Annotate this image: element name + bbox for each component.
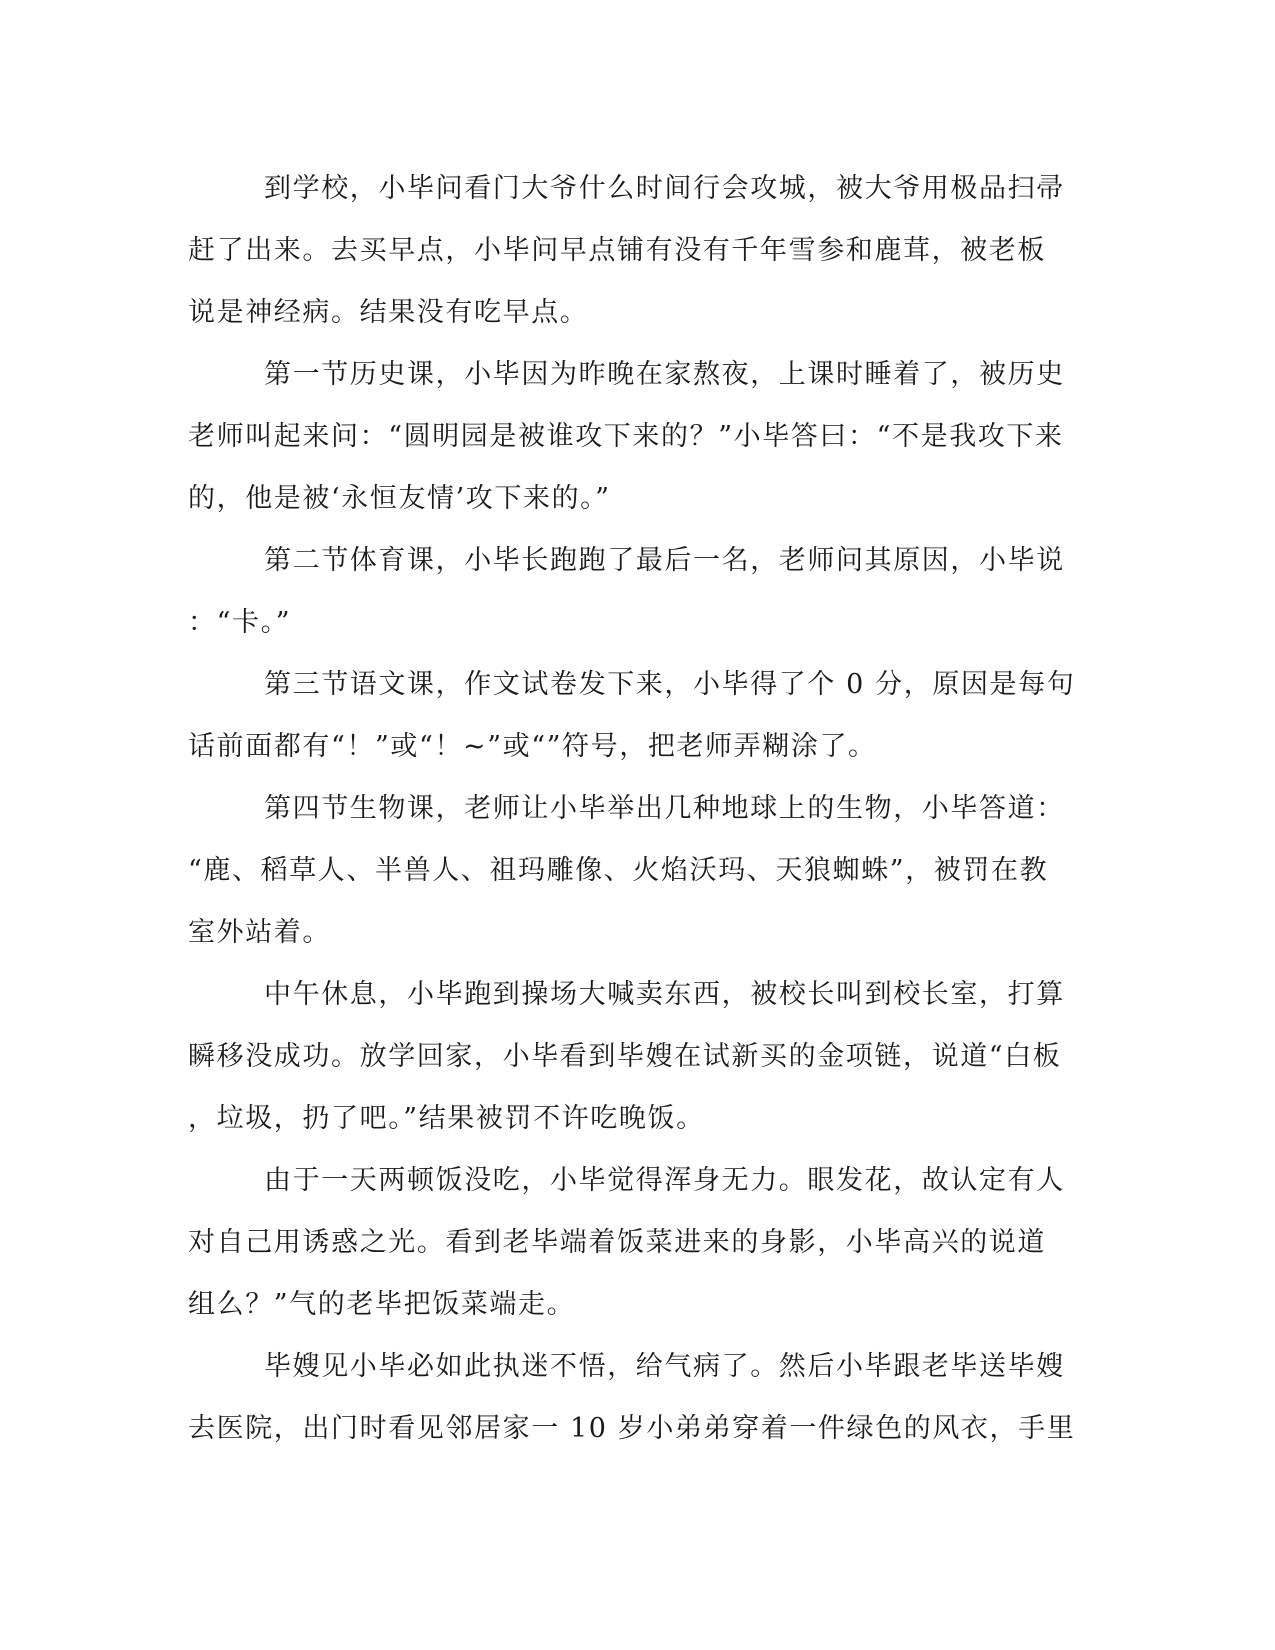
paragraph-pe-class: [188, 530, 1078, 654]
text-line: 室外站着。: [188, 917, 331, 948]
text-line: 组么？”气的老毕把饭菜端走。: [188, 1289, 576, 1320]
paragraph-noon-break: [188, 964, 1078, 1150]
text-line: ，垃圾，扔了吧。”结果被罚不许吃晚饭。: [188, 1103, 705, 1134]
text-line: 第一节历史课，小毕因为昨晚在家熬夜，上课时睡着了，被历史: [264, 359, 1065, 390]
text-line: 毕嫂见小毕必如此执迷不悟，给气病了。然后小毕跟老毕送毕嫂: [264, 1351, 1065, 1382]
text-line: 由于一天两顿饭没吃，小毕觉得浑身无力。眼发花，故认定有人: [264, 1165, 1065, 1196]
paragraph-hospital: [188, 1336, 1078, 1460]
paragraph-hungry-evening: [188, 1150, 1078, 1336]
text-line: 老师叫起来问：“圆明园是被谁攻下来的？”小毕答曰：“不是我攻下来: [188, 421, 1064, 452]
text-line: 对自己用诱惑之光。看到老毕端着饭菜进来的身影，小毕高兴的说道: [188, 1227, 1046, 1258]
text-line: 说是神经病。结果没有吃早点。: [188, 297, 589, 328]
text-line: 去医院，出门时看见邻居家一 10 岁小弟弟穿着一件绿色的风衣，手里: [188, 1413, 1076, 1444]
paragraph-history-class: [188, 344, 1078, 530]
text-line: 第二节体育课，小毕长跑跑了最后一名，老师问其原因，小毕说: [264, 545, 1065, 576]
text-line: 赶了出来。去买早点，小毕问早点铺有没有千年雪参和鹿茸，被老板: [188, 235, 1046, 266]
text-line: 第三节语文课，作文试卷发下来，小毕得了个 0 分，原因是每句: [264, 669, 1076, 700]
paragraph-school-morning: [188, 158, 1078, 344]
paragraph-biology-class: [188, 778, 1078, 964]
text-line: 话前面都有“！”或“！~”或“”符号，把老师弄糊涂了。: [188, 731, 877, 762]
text-line: 瞬移没成功。放学回家，小毕看到毕嫂在试新买的金项链，说道“白板: [188, 1041, 1062, 1072]
text-line: “鹿、稻草人、半兽人、祖玛雕像、火焰沃玛、天狼蜘蛛”，被罚在教: [188, 855, 1049, 886]
paragraph-chinese-class: [188, 654, 1078, 778]
document-body: [188, 158, 1078, 1460]
text-line: 第四节生物课，老师让小毕举出几种地球上的生物，小毕答道：: [264, 793, 1065, 824]
text-line: 中午休息，小毕跑到操场大喊卖东西，被校长叫到校长室，打算: [264, 979, 1065, 1010]
text-line: ：“卡。”: [188, 607, 292, 638]
text-line: 到学校，小毕问看门大爷什么时间行会攻城，被大爷用极品扫帚: [264, 173, 1065, 204]
text-line: 的，他是被‘永恒友情’攻下来的。”: [188, 483, 611, 514]
